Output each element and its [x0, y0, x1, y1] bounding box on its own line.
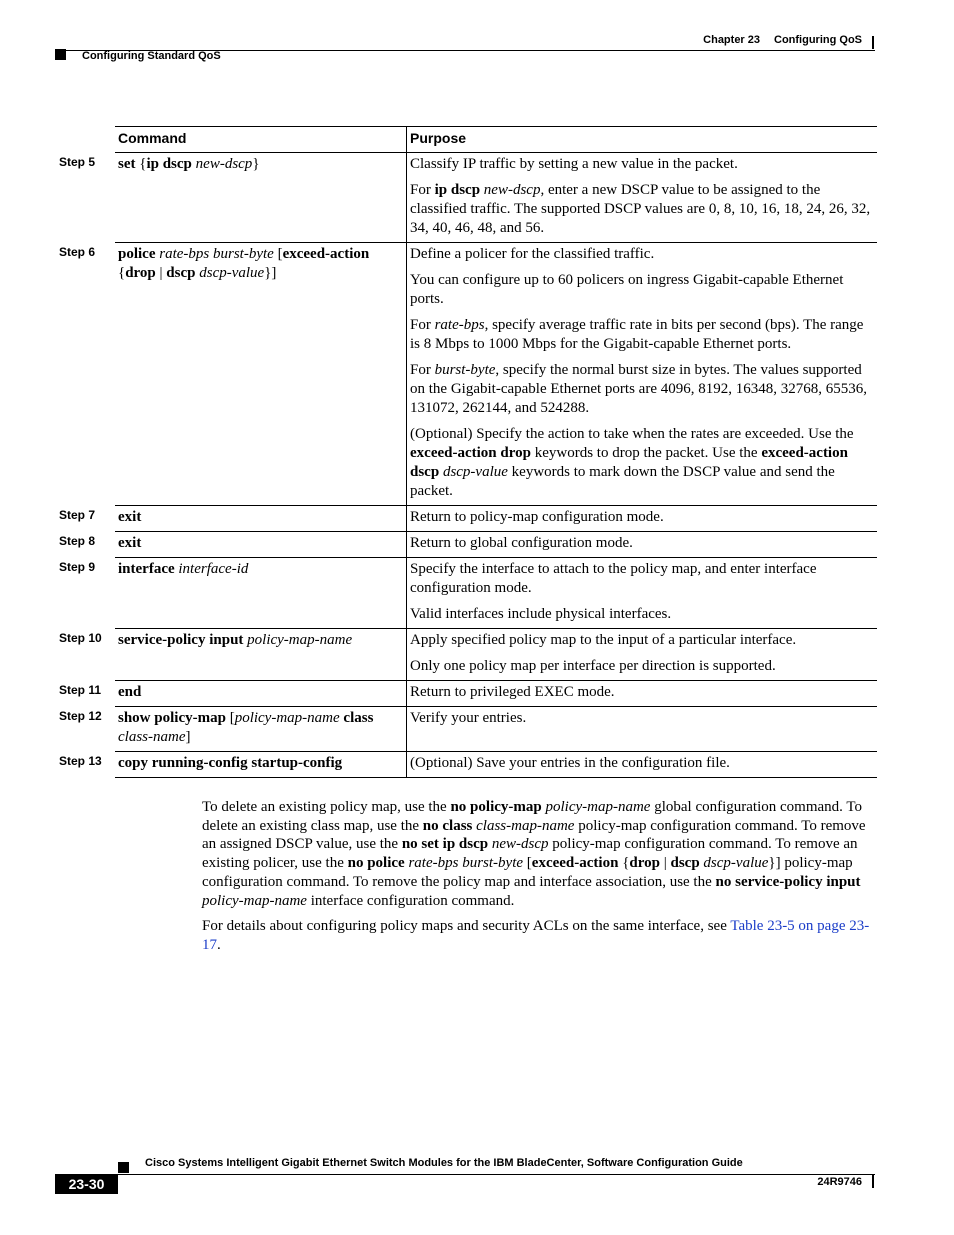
chapter-number: Chapter 23	[703, 34, 761, 46]
page-number: 23-30	[55, 1174, 118, 1194]
step-label: Step 6	[59, 244, 96, 259]
command-cell: show policy-map [policy-map-name class class-name]	[115, 707, 407, 752]
purpose-cell	[407, 243, 878, 506]
command-table	[115, 126, 877, 778]
command-cell: interface interface-id	[115, 558, 407, 629]
purpose-paragraph: Only one policy map per interface per direction is supported.	[410, 658, 776, 674]
command-cell: end	[115, 681, 407, 707]
section-title: Configuring Standard QoS	[82, 50, 221, 62]
purpose-cell	[407, 681, 878, 707]
table-row	[115, 681, 877, 707]
table-row	[115, 752, 877, 778]
purpose-cell	[407, 558, 878, 629]
step-label: Step 10	[59, 630, 102, 645]
footer-tick-mark	[872, 1175, 874, 1188]
step-label: Step 13	[59, 753, 102, 768]
purpose-paragraph: (Optional) Specify the action to take when the rates are exceeded. Use the exceed-action drop keywords to drop the packet. Use the exceed-action dscp dscp-value keywords to mark down the DSCP value and send the packet.	[410, 426, 854, 499]
purpose-cell	[407, 506, 878, 532]
header-tick-mark	[872, 36, 874, 49]
table-row	[115, 506, 877, 532]
table-cross-reference-link[interactable]: Table 23-5 on page 23-17	[202, 918, 870, 953]
purpose-paragraph: (Optional) Save your entries in the configuration file.	[410, 755, 730, 771]
purpose-paragraph: Apply specified policy map to the input of a particular interface.	[410, 632, 797, 648]
step-label: Step 5	[59, 154, 96, 169]
step-label: Step 12	[59, 708, 102, 723]
purpose-cell	[407, 153, 878, 243]
purpose-paragraph: Return to global configuration mode.	[410, 535, 633, 551]
purpose-paragraph: Return to privileged EXEC mode.	[410, 684, 615, 700]
document-number: 24R9746	[817, 1176, 862, 1188]
table-row	[115, 243, 877, 506]
step-label: Step 7	[59, 507, 96, 522]
step-label: Step 11	[59, 682, 102, 697]
table-row	[115, 558, 877, 629]
command-cell: service-policy input policy-map-name	[115, 629, 407, 681]
table-row	[115, 532, 877, 558]
purpose-cell	[407, 752, 878, 778]
table-row	[115, 707, 877, 752]
step-label: Step 8	[59, 533, 96, 548]
command-column-header: Command	[115, 127, 407, 153]
purpose-paragraph: Classify IP traffic by setting a new value in the packet.	[410, 156, 738, 172]
purpose-paragraph: You can configure up to 60 policers on ingress Gigabit-capable Ethernet ports.	[410, 272, 844, 307]
purpose-paragraph: For ip dscp new-dscp, enter a new DSCP value to be assigned to the classified traffic. The supported DSCP values are 0, 8, 10, 16, 18, 24, 26, 32, 34, 40, 46, 48, and 56.	[410, 182, 871, 236]
purpose-cell	[407, 532, 878, 558]
book-title: Cisco Systems Intelligent Gigabit Ethernet Switch Modules for the IBM BladeCenter, Software Configuration Guide	[145, 1157, 743, 1169]
table-row	[115, 153, 877, 243]
footer-rule	[55, 1174, 875, 1175]
purpose-paragraph: Return to policy-map configuration mode.	[410, 509, 664, 525]
table-row	[115, 629, 877, 681]
step-label: Step 9	[59, 559, 96, 574]
body-text	[202, 798, 877, 962]
purpose-cell	[407, 707, 878, 752]
purpose-paragraph: Define a policer for the classified traffic.	[410, 246, 655, 262]
command-cell: police rate-bps burst-byte [exceed-action {drop | dscp dscp-value}]	[115, 243, 407, 506]
command-cell: exit	[115, 532, 407, 558]
purpose-paragraph: For rate-bps, specify average traffic rate in bits per second (bps). The range is 8 Mbps to 1000 Mbps for the Gigabit-capable Ethernet ports.	[410, 317, 864, 352]
purpose-paragraph: Verify your entries.	[410, 710, 527, 726]
purpose-paragraph: Specify the interface to attach to the policy map, and enter interface configuration mode.	[410, 561, 817, 596]
chapter-title: Configuring QoS	[774, 34, 862, 46]
delete-instructions-paragraph: To delete an existing policy map, use the no policy-map policy-map-name global configuration command. To delete an existing class map, use the no class class-map-name policy-map configuration command. To remove an assigned DSCP value, use the no set ip dscp new-dscp policy-map configuration command. To remove an existing policer, use the no police rate-bps burst-byte [exceed-action {drop | dscp dscp-value}] policy-map configuration command. To remove the policy map and interface association, use the no service-policy input policy-map-name interface configuration command.	[202, 799, 866, 909]
footer-block-marker	[118, 1162, 129, 1173]
command-cell: exit	[115, 506, 407, 532]
header-block-marker	[55, 49, 66, 60]
purpose-column-header: Purpose	[407, 127, 878, 153]
details-paragraph: For details about configuring policy maps and security ACLs on the same interface, see Table 23-5 on page 23-17.	[202, 918, 870, 953]
purpose-cell	[407, 629, 878, 681]
running-header	[600, 34, 862, 46]
command-cell: copy running-config startup-config	[115, 752, 407, 778]
purpose-paragraph: Valid interfaces include physical interfaces.	[410, 606, 672, 622]
purpose-paragraph: For burst-byte, specify the normal burst size in bytes. The values supported on the Gigabit-capable Ethernet ports are 4096, 8192, 16348, 32768, 65536, 131072, 262144, and 524288.	[410, 362, 867, 416]
command-cell: set {ip dscp new-dscp}	[115, 153, 407, 243]
